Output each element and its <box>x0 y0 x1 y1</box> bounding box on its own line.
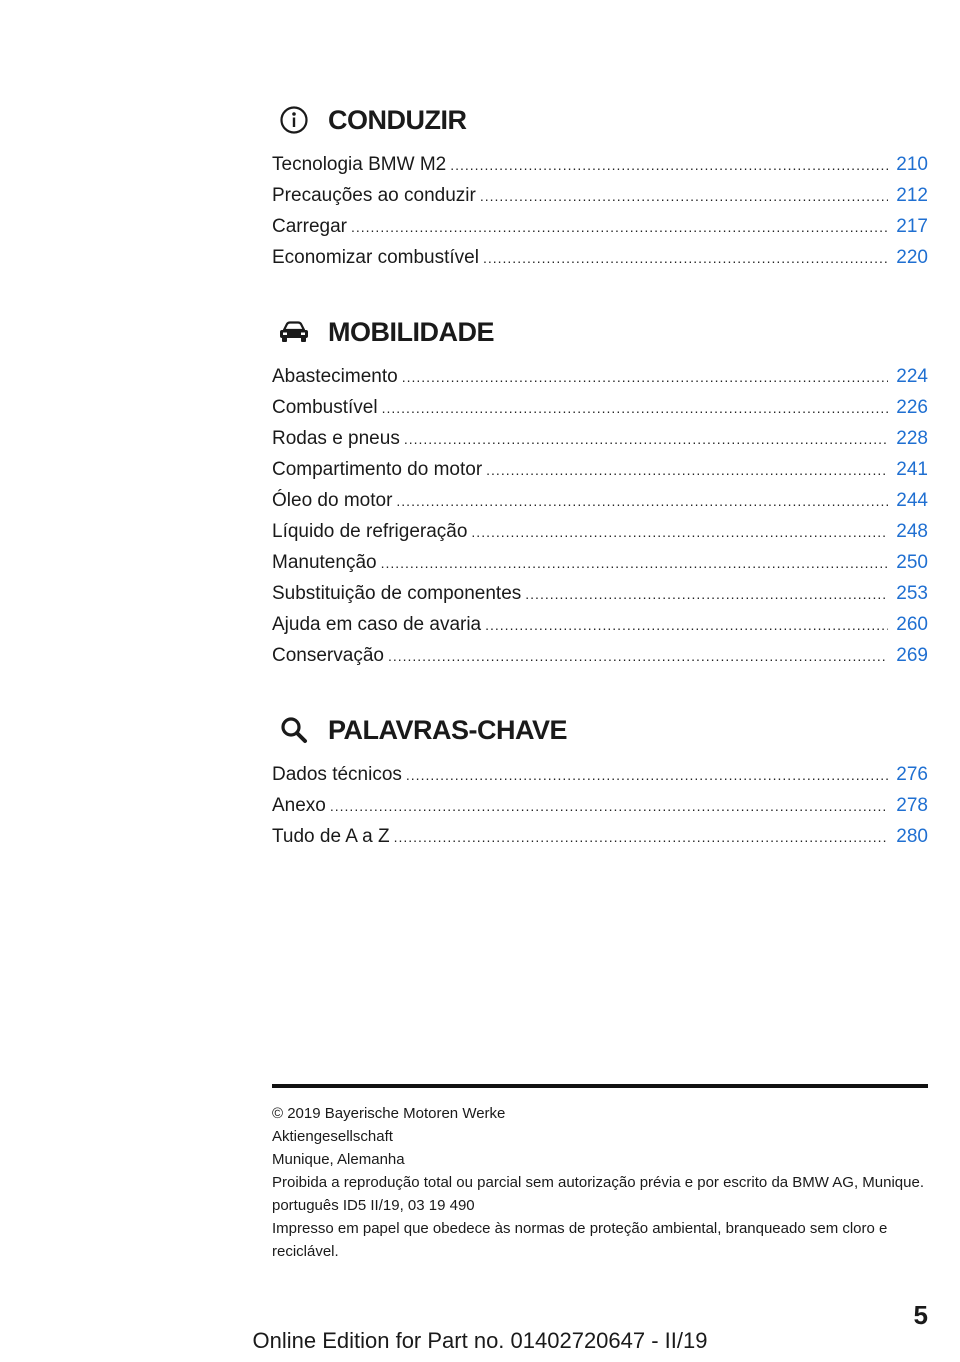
dot-leader <box>471 524 888 540</box>
dot-leader <box>402 369 889 385</box>
toc-entry[interactable] <box>272 764 928 795</box>
entry-label: Manutenção <box>272 552 377 573</box>
section-header <box>272 100 928 140</box>
dot-leader <box>485 617 888 633</box>
entry-label: Economizar combustível <box>272 247 479 268</box>
section-title: MOBILIDADE <box>328 316 494 347</box>
page-link[interactable]: 224 <box>896 366 928 387</box>
toc-entry[interactable] <box>272 397 928 428</box>
entry-label: Líquido de refrigeração <box>272 521 468 542</box>
entry-label: Óleo do motor <box>272 490 393 511</box>
entry-label: Compartimento do motor <box>272 459 483 480</box>
imprint-line: Impresso em papel que obedece às normas de proteção ambiental, branqueado sem cloro e reciclável. <box>272 1220 888 1260</box>
toc-entry[interactable] <box>272 826 928 857</box>
car-icon <box>274 312 314 352</box>
toc-entry[interactable] <box>272 583 928 614</box>
page-link[interactable]: 228 <box>896 428 928 449</box>
toc-entry[interactable] <box>272 366 928 397</box>
search-icon <box>274 710 314 750</box>
online-edition-footer: Online Edition for Part no. 01402720647 - II/19 <box>252 1328 708 1353</box>
dot-leader <box>382 400 889 416</box>
dot-leader <box>351 219 888 235</box>
info-icon <box>274 100 314 140</box>
toc-entry[interactable] <box>272 614 928 645</box>
imprint-line: Aktiengesellschaft <box>272 1128 393 1145</box>
page-link[interactable]: 248 <box>896 521 928 542</box>
page-link[interactable]: 260 <box>896 614 928 635</box>
toc-entry[interactable] <box>272 645 928 676</box>
entry-label: Precauções ao conduzir <box>272 185 476 206</box>
toc-entry[interactable] <box>272 154 928 185</box>
toc-entry[interactable] <box>272 459 928 490</box>
page-link[interactable]: 212 <box>896 185 928 206</box>
dot-leader <box>381 555 889 571</box>
imprint <box>272 1102 928 1263</box>
entry-label: Conservação <box>272 645 384 666</box>
dot-leader <box>480 188 888 204</box>
page-link[interactable]: 217 <box>896 216 928 237</box>
page-link[interactable]: 210 <box>896 154 928 175</box>
page-link[interactable]: 253 <box>896 583 928 604</box>
entry-label: Ajuda em caso de avaria <box>272 614 482 635</box>
imprint-line: Proibida a reprodução total ou parcial sem autorização prévia e por escrito da BMW AG, Munique. <box>272 1174 925 1191</box>
page-link[interactable]: 250 <box>896 552 928 573</box>
page-link[interactable]: 280 <box>896 826 928 847</box>
toc-entry[interactable] <box>272 795 928 826</box>
toc-entry[interactable] <box>272 247 928 278</box>
toc-entry[interactable] <box>272 216 928 247</box>
dot-leader <box>330 798 888 814</box>
page-link[interactable]: 269 <box>896 645 928 666</box>
toc-entry[interactable] <box>272 185 928 216</box>
entry-label: Rodas e pneus <box>272 428 400 449</box>
dot-leader <box>396 493 888 509</box>
dot-leader <box>450 157 888 173</box>
page-link[interactable]: 278 <box>896 795 928 816</box>
toc-entry[interactable] <box>272 490 928 521</box>
dot-leader <box>486 462 888 478</box>
section-header <box>272 312 928 352</box>
entry-label: Dados técnicos <box>272 764 402 785</box>
section-title: CONDUZIR <box>328 104 467 135</box>
entry-label: Tecnologia BMW M2 <box>272 154 447 175</box>
section-mobilidade <box>272 312 928 676</box>
entry-label: Abastecimento <box>272 366 398 387</box>
page-link[interactable]: 276 <box>896 764 928 785</box>
section-conduzir <box>272 100 928 278</box>
section-header <box>272 710 928 750</box>
toc-entry[interactable] <box>272 521 928 552</box>
toc-entry[interactable] <box>272 428 928 459</box>
entry-label: Carregar <box>272 216 347 237</box>
section-palavras-chave <box>272 710 928 857</box>
page-link[interactable]: 226 <box>896 397 928 418</box>
dot-leader <box>406 767 888 783</box>
entry-label: Anexo <box>272 795 326 816</box>
section-title: PALAVRAS-CHAVE <box>328 714 568 745</box>
imprint-line: Munique, Alemanha <box>272 1151 405 1168</box>
entry-label: Tudo de A a Z <box>272 826 390 847</box>
page-number: 5 <box>913 1300 928 1330</box>
imprint-line: © 2019 Bayerische Motoren Werke <box>272 1105 506 1122</box>
page-link[interactable]: 220 <box>896 247 928 268</box>
table-of-contents <box>272 100 928 891</box>
dot-leader <box>404 431 888 447</box>
dot-leader <box>525 586 888 602</box>
entry-label: Combustível <box>272 397 378 418</box>
imprint-line: português ID5 II/19, 03 19 490 <box>272 1197 475 1214</box>
toc-entry[interactable] <box>272 552 928 583</box>
dot-leader <box>394 829 889 845</box>
page-link[interactable]: 244 <box>896 490 928 511</box>
page-link[interactable]: 241 <box>896 459 928 480</box>
entry-label: Substituição de componentes <box>272 583 522 604</box>
dot-leader <box>388 648 888 664</box>
divider <box>272 1084 928 1088</box>
dot-leader <box>483 250 888 266</box>
